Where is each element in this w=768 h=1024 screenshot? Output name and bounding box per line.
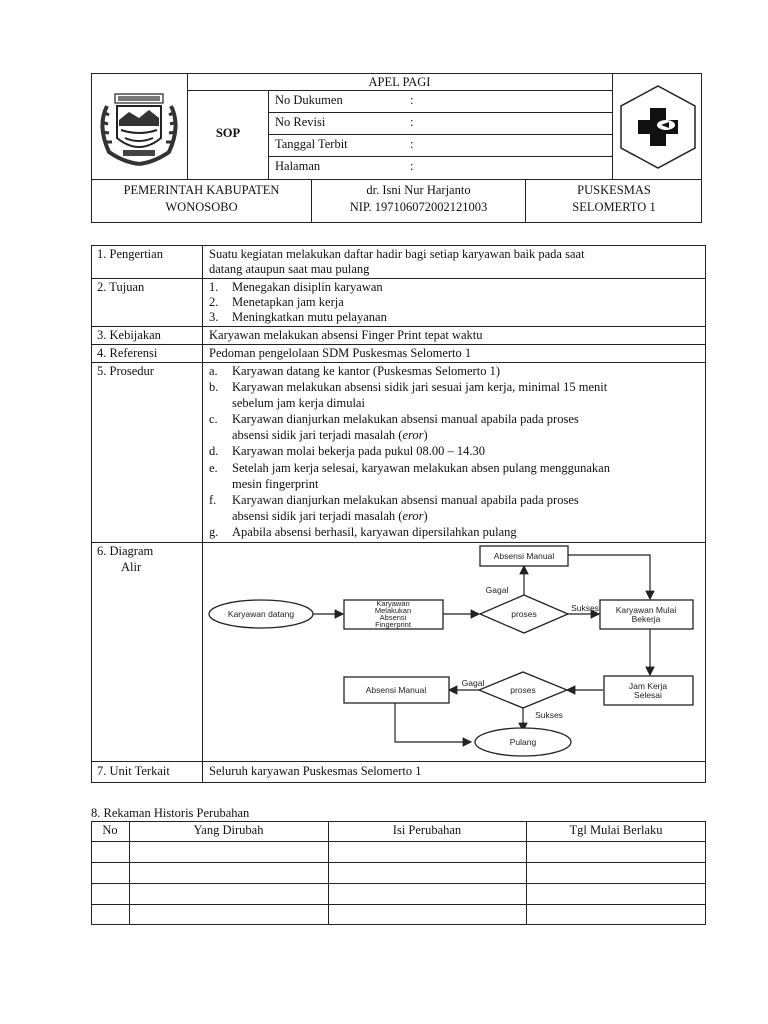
prosedur-text: Karyawan datang ke kantor (Puskesmas Selomerto 1) — [232, 364, 500, 378]
tujuan-num: 3. — [209, 310, 219, 324]
node-melakukan-absensi-line1: Karyawan — [376, 599, 410, 608]
node-proses-top: proses — [511, 609, 537, 619]
pemerintah-line2: WONOSOBO — [165, 200, 238, 214]
prosedur-text: sebelum jam kerja dimulai — [232, 396, 365, 410]
col-header-yang-dirubah: Yang Dirubah — [193, 823, 264, 837]
table-row — [92, 905, 705, 925]
prosedur-text: Setelah jam kerja selesai, karyawan melakukan absen pulang menggunakan — [232, 461, 610, 475]
document-title: APEL PAGI — [368, 75, 431, 89]
puskesmas-logo-icon — [617, 84, 699, 170]
signatory-nip: NIP. 197106072002121003 — [349, 200, 488, 214]
sop-label: SOP — [215, 126, 241, 140]
col-header-no: No — [102, 823, 118, 837]
edge-label-gagal-bottom: Gagal — [461, 678, 485, 688]
meta-colon: : — [410, 93, 414, 107]
label-unit-terkait: 7. Unit Terkait — [97, 764, 170, 778]
prosedur-letter: d. — [209, 444, 219, 458]
meta-colon: : — [410, 159, 414, 173]
prosedur-letter: e. — [209, 461, 218, 475]
prosedur-text: mesin fingerprint — [232, 477, 319, 491]
meta-colon: : — [410, 115, 414, 129]
label-diagram-alir: Alir — [121, 560, 142, 574]
label-pengertian: 1. Pengertian — [97, 247, 163, 261]
pengertian-text: datang ataupun saat mau pulang — [209, 262, 370, 276]
node-proses-bottom: proses — [510, 685, 536, 695]
prosedur-letter: a. — [209, 364, 218, 378]
meta-label-halaman: Halaman — [275, 159, 321, 173]
col-header-isi-perubahan: Isi Perubahan — [392, 823, 462, 837]
label-referensi: 4. Referensi — [97, 346, 158, 360]
col-header-tgl-mulai: Tgl Mulai Berlaku — [569, 823, 663, 837]
meta-label-no-revisi: No Revisi — [275, 115, 326, 129]
prosedur-letter: f. — [209, 493, 217, 507]
prosedur-text-line: absensi sidik jari terjadi masalah (eror) — [232, 428, 428, 442]
edge-label-sukses-top: Sukses — [571, 603, 599, 613]
unit-terkait-text: Seluruh karyawan Puskesmas Selomerto 1 — [209, 764, 422, 778]
pemerintah-line1: PEMERINTAH KABUPATEN — [123, 183, 280, 197]
label-kebijakan: 3. Kebijakan — [97, 328, 161, 342]
table-row — [92, 884, 705, 904]
prosedur-text: Karyawan dianjurkan melakukan absensi manual apabila pada proses — [232, 493, 579, 507]
tujuan-item: Menegakan disiplin karyawan — [232, 280, 383, 294]
node-melakukan-absensi-line2: Melakukan — [374, 606, 412, 615]
signatory-name: dr. Isni Nur Harjanto — [366, 183, 471, 197]
label-prosedur: 5. Prosedur — [97, 364, 154, 378]
prosedur-letter: g. — [209, 525, 219, 539]
meta-label-no-dokumen: No Dukumen — [275, 93, 343, 107]
prosedur-text: Karyawan melakukan absensi sidik jari sesuai jam kerja, minimal 15 menit — [232, 380, 608, 394]
meta-colon: : — [410, 137, 414, 151]
node-mulai-bekerja-line2: Bekerja — [631, 614, 661, 624]
node-mulai-bekerja-line1: Karyawan Mulai — [615, 605, 677, 615]
node-melakukan-absensi-line3: Absensi — [379, 613, 407, 622]
label-tujuan: 2. Tujuan — [97, 280, 145, 294]
prosedur-letter: b. — [209, 380, 219, 394]
tujuan-item: Menetapkan jam kerja — [232, 295, 344, 309]
node-karyawan-datang: Karyawan datang — [227, 609, 295, 619]
table-row — [92, 842, 705, 862]
node-absensi-manual-top: Absensi Manual — [493, 551, 555, 561]
puskesmas-line1: PUSKESMAS — [577, 183, 651, 197]
prosedur-text-line: absensi sidik jari terjadi masalah (eror) — [232, 509, 428, 523]
history-title: 8. Rekaman Historis Perubahan — [91, 806, 250, 820]
puskesmas-line2: SELOMERTO 1 — [572, 200, 656, 214]
node-jam-kerja-line2: Selesai — [634, 690, 662, 700]
edge-label-sukses-bottom: Sukses — [535, 710, 563, 720]
prosedur-text: Karyawan molai bekerja pada pukul 08.00 – 14.30 — [232, 444, 486, 458]
tujuan-num: 2. — [209, 295, 219, 309]
node-melakukan-absensi-line4: Fingerprint — [375, 620, 411, 629]
referensi-text: Pedoman pengelolaan SDM Puskesmas Selomerto 1 — [209, 346, 472, 360]
tujuan-num: 1. — [209, 280, 219, 294]
node-jam-kerja-line1: Jam Kerja — [628, 681, 668, 691]
node-pulang: Pulang — [509, 737, 537, 747]
edge-label-gagal-top: Gagal — [485, 585, 509, 595]
pengertian-text: Suatu kegiatan melakukan daftar hadir bagi setiap karyawan baik pada saat — [209, 247, 585, 261]
flowchart-diagram — [203, 543, 705, 761]
node-absensi-manual-bottom: Absensi Manual — [365, 685, 427, 695]
wonosobo-emblem-icon — [93, 86, 185, 168]
prosedur-letter: c. — [209, 412, 218, 426]
kebijakan-text: Karyawan melakukan absensi Finger Print tepat waktu — [209, 328, 483, 342]
table-row — [92, 863, 705, 883]
meta-label-tanggal-terbit: Tanggal Terbit — [275, 137, 348, 151]
tujuan-item: Meningkatkan mutu pelayanan — [232, 310, 387, 324]
prosedur-text: Apabila absensi berhasil, karyawan dipersilahkan pulang — [232, 525, 517, 539]
prosedur-text: Karyawan dianjurkan melakukan absensi manual apabila pada proses — [232, 412, 579, 426]
label-diagram: 6. Diagram — [97, 544, 154, 558]
